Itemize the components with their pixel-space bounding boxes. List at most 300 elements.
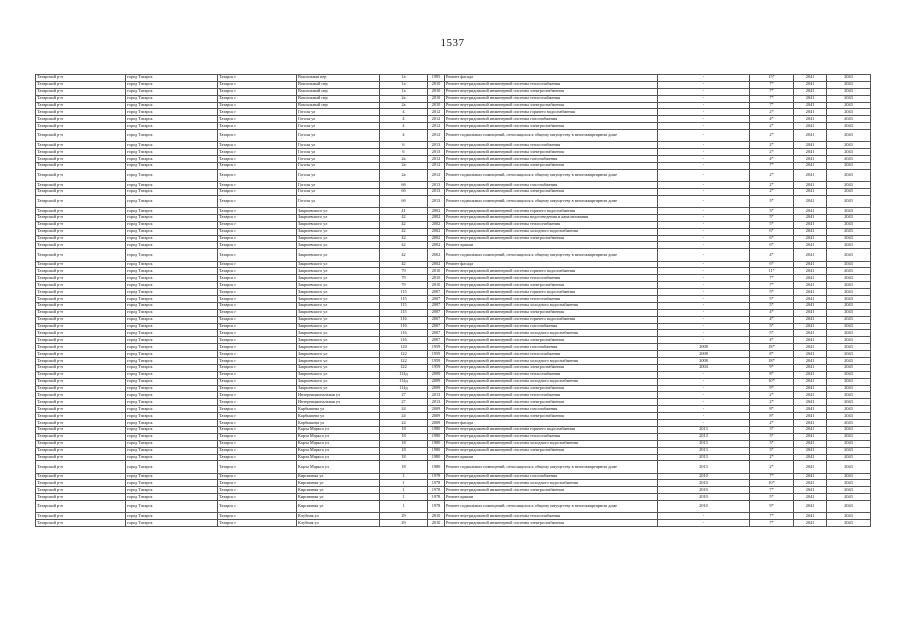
cell-plan-start: 2041 xyxy=(794,123,827,130)
cell-wear-percent: 7* xyxy=(750,162,794,169)
cell-last-repair-year: - xyxy=(658,378,750,385)
cell-district: Татарский р-н xyxy=(36,323,126,330)
cell-locality: Татарск г xyxy=(218,316,297,323)
cell-work-type: Ремонт внутридомовой инженерной системы теплоснабжения xyxy=(445,142,658,149)
cell-settlement: город Татарск xyxy=(126,130,218,142)
cell-year-built: 2009 xyxy=(428,378,445,385)
cell-plan-end: 2043 xyxy=(827,454,871,461)
cell-plan-end: 2043 xyxy=(827,142,871,149)
cell-work-type: Ремонт внутридомовой инженерной системы газоснабжения xyxy=(445,473,658,480)
cell-locality: Татарск г xyxy=(218,268,297,275)
table-row xyxy=(36,520,871,527)
cell-house: 42 xyxy=(380,249,428,261)
cell-year-built: 2002 xyxy=(428,221,445,228)
cell-plan-end: 2043 xyxy=(827,130,871,142)
cell-house: 115 xyxy=(380,289,428,296)
cell-locality: Татарск г xyxy=(218,261,297,268)
cell-last-repair-year: - xyxy=(658,208,750,215)
cell-wear-percent: 3* xyxy=(750,195,794,207)
cell-street: Закриевского ул xyxy=(297,344,380,351)
cell-locality: Татарск г xyxy=(218,454,297,461)
cell-settlement: город Татарск xyxy=(126,95,218,102)
cell-work-type: Ремонт внутридомовой инженерной системы теплоснабжения xyxy=(445,392,658,399)
table-row xyxy=(36,344,871,351)
cell-last-repair-year: - xyxy=(658,282,750,289)
table-row xyxy=(36,433,871,440)
cell-house: 1 xyxy=(380,473,428,480)
cell-work-type: Ремонт подвальных помещений, относящихся к общему имуществу в многоквартирном доме xyxy=(445,461,658,473)
cell-plan-start: 2041 xyxy=(794,364,827,371)
cell-work-type: Ремонт внутридомовой инженерной системы теплоснабжения xyxy=(445,95,658,102)
cell-last-repair-year: - xyxy=(658,420,750,427)
table-row xyxy=(36,109,871,116)
cell-house: 1а xyxy=(380,81,428,88)
cell-last-repair-year: 2013 xyxy=(658,454,750,461)
cell-wear-percent: 5* xyxy=(750,221,794,228)
cell-settlement: город Татарск xyxy=(126,162,218,169)
cell-settlement: город Татарск xyxy=(126,208,218,215)
cell-last-repair-year: - xyxy=(658,406,750,413)
cell-plan-start: 2041 xyxy=(794,454,827,461)
cell-work-type: Ремонт внутридомовой инженерной системы электроснабжения xyxy=(445,447,658,454)
cell-street: Гоголя ул xyxy=(297,182,380,189)
cell-settlement: город Татарск xyxy=(126,413,218,420)
cell-locality: Татарск г xyxy=(218,195,297,207)
cell-district: Татарский р-н xyxy=(36,88,126,95)
cell-work-type: Ремонт внутридомовой инженерной системы холодного водоснабжения xyxy=(445,302,658,309)
cell-plan-start: 2041 xyxy=(794,214,827,221)
cell-work-type: Ремонт внутридомовой инженерной системы холодного водоснабжения xyxy=(445,330,658,337)
cell-year-built: 2009 xyxy=(428,371,445,378)
cell-settlement: город Татарск xyxy=(126,316,218,323)
cell-locality: Татарск г xyxy=(218,413,297,420)
cell-plan-end: 2043 xyxy=(827,282,871,289)
table-row xyxy=(36,316,871,323)
cell-work-type: Ремонт фасада xyxy=(445,75,658,82)
cell-house: 115 xyxy=(380,309,428,316)
table-row xyxy=(36,358,871,365)
cell-plan-end: 2043 xyxy=(827,275,871,282)
cell-locality: Татарск г xyxy=(218,358,297,365)
cell-plan-start: 2041 xyxy=(794,520,827,527)
cell-last-repair-year: - xyxy=(658,268,750,275)
cell-house: 116 xyxy=(380,330,428,337)
cell-plan-start: 2041 xyxy=(794,433,827,440)
cell-street: Закриевского ул xyxy=(297,275,380,282)
cell-wear-percent: 9* xyxy=(750,501,794,513)
cell-plan-end: 2043 xyxy=(827,323,871,330)
cell-work-type: Ремонт подвальных помещений, относящихся к общему имуществу в многоквартирном доме xyxy=(445,249,658,261)
cell-locality: Татарск г xyxy=(218,447,297,454)
cell-settlement: город Татарск xyxy=(126,337,218,344)
cell-wear-percent: 2* xyxy=(750,169,794,181)
cell-last-repair-year: - xyxy=(658,162,750,169)
cell-locality: Татарск г xyxy=(218,88,297,95)
table-row xyxy=(36,169,871,181)
cell-plan-end: 2043 xyxy=(827,330,871,337)
cell-plan-start: 2041 xyxy=(794,182,827,189)
cell-year-built: 2012 xyxy=(428,130,445,142)
cell-plan-start: 2041 xyxy=(794,501,827,513)
table-row xyxy=(36,392,871,399)
cell-house: 4 xyxy=(380,130,428,142)
cell-last-repair-year: - xyxy=(658,330,750,337)
cell-plan-start: 2041 xyxy=(794,228,827,235)
cell-plan-start: 2041 xyxy=(794,221,827,228)
cell-house: 18 xyxy=(380,426,428,433)
cell-house: 42 xyxy=(380,242,428,249)
cell-plan-start: 2041 xyxy=(794,330,827,337)
cell-plan-start: 2041 xyxy=(794,296,827,303)
cell-wear-percent: 5* xyxy=(750,296,794,303)
cell-last-repair-year: - xyxy=(658,195,750,207)
table-row xyxy=(36,289,871,296)
cell-locality: Татарск г xyxy=(218,513,297,520)
cell-plan-end: 2043 xyxy=(827,149,871,156)
cell-wear-percent: 4* xyxy=(750,156,794,163)
cell-locality: Татарск г xyxy=(218,75,297,82)
cell-plan-end: 2043 xyxy=(827,371,871,378)
cell-settlement: город Татарск xyxy=(126,182,218,189)
cell-plan-start: 2041 xyxy=(794,116,827,123)
cell-district: Татарский р-н xyxy=(36,473,126,480)
cell-plan-start: 2041 xyxy=(794,302,827,309)
cell-plan-start: 2041 xyxy=(794,169,827,181)
cell-year-built: 1978 xyxy=(428,480,445,487)
cell-year-built: 2002 xyxy=(428,208,445,215)
cell-district: Татарский р-н xyxy=(36,440,126,447)
cell-plan-end: 2043 xyxy=(827,182,871,189)
cell-work-type: Ремонт внутридомовой инженерной системы теплоснабжения xyxy=(445,513,658,520)
cell-street: Гоголя ул xyxy=(297,169,380,181)
cell-house: 42 xyxy=(380,214,428,221)
cell-year-built: 1959 xyxy=(428,344,445,351)
cell-plan-end: 2043 xyxy=(827,392,871,399)
cell-last-repair-year: - xyxy=(658,316,750,323)
cell-locality: Татарск г xyxy=(218,351,297,358)
cell-work-type: Ремонт внутридомовой инженерной системы электроснабжения xyxy=(445,282,658,289)
cell-district: Татарский р-н xyxy=(36,188,126,195)
cell-district: Татарский р-н xyxy=(36,420,126,427)
cell-year-built: 2007 xyxy=(428,316,445,323)
cell-wear-percent: 18* xyxy=(750,344,794,351)
cell-district: Татарский р-н xyxy=(36,426,126,433)
cell-street: Интернациональная ул xyxy=(297,399,380,406)
cell-year-built: 2009 xyxy=(428,413,445,420)
cell-wear-percent: 5* xyxy=(750,214,794,221)
cell-plan-end: 2043 xyxy=(827,221,871,228)
cell-work-type: Ремонт внутридомовой инженерной системы горячего водоснабжения xyxy=(445,316,658,323)
cell-street: Закриевского ул xyxy=(297,235,380,242)
cell-plan-start: 2041 xyxy=(794,426,827,433)
cell-year-built: 2007 xyxy=(428,296,445,303)
cell-house: 116 xyxy=(380,337,428,344)
cell-house: 1 xyxy=(380,487,428,494)
cell-district: Татарский р-н xyxy=(36,413,126,420)
cell-plan-end: 2043 xyxy=(827,309,871,316)
cell-settlement: город Татарск xyxy=(126,88,218,95)
cell-settlement: город Татарск xyxy=(126,309,218,316)
cell-street: Закриевского ул xyxy=(297,337,380,344)
cell-last-repair-year: - xyxy=(658,235,750,242)
cell-plan-start: 2041 xyxy=(794,309,827,316)
cell-house: 79 xyxy=(380,282,428,289)
cell-wear-percent: 9* xyxy=(750,385,794,392)
cell-district: Татарский р-н xyxy=(36,221,126,228)
cell-work-type: Ремонт крыши xyxy=(445,454,658,461)
cell-plan-end: 2043 xyxy=(827,208,871,215)
cell-district: Татарский р-н xyxy=(36,378,126,385)
cell-plan-start: 2041 xyxy=(794,249,827,261)
cell-locality: Татарск г xyxy=(218,309,297,316)
table-row xyxy=(36,399,871,406)
cell-plan-start: 2041 xyxy=(794,95,827,102)
cell-locality: Татарск г xyxy=(218,109,297,116)
cell-plan-start: 2041 xyxy=(794,406,827,413)
cell-district: Татарский р-н xyxy=(36,447,126,454)
cell-settlement: город Татарск xyxy=(126,102,218,109)
table-row xyxy=(36,487,871,494)
cell-last-repair-year: 2008 xyxy=(658,358,750,365)
cell-plan-start: 2041 xyxy=(794,420,827,427)
cell-wear-percent: 3* xyxy=(750,447,794,454)
cell-work-type: Ремонт внутридомовой инженерной системы горячего водоснабжения xyxy=(445,268,658,275)
cell-street: Вокзальный пер xyxy=(297,95,380,102)
cell-locality: Татарск г xyxy=(218,81,297,88)
cell-last-repair-year: - xyxy=(658,169,750,181)
cell-settlement: город Татарск xyxy=(126,242,218,249)
cell-district: Татарский р-н xyxy=(36,371,126,378)
table-row xyxy=(36,426,871,433)
cell-district: Татарский р-н xyxy=(36,195,126,207)
cell-house: 6б xyxy=(380,182,428,189)
cell-plan-start: 2041 xyxy=(794,75,827,82)
cell-plan-end: 2043 xyxy=(827,447,871,454)
cell-wear-percent: 5* xyxy=(750,494,794,501)
cell-wear-percent: 2* xyxy=(750,123,794,130)
cell-district: Татарский р-н xyxy=(36,487,126,494)
cell-district: Татарский р-н xyxy=(36,289,126,296)
table-row xyxy=(36,364,871,371)
cell-wear-percent: 4* xyxy=(750,309,794,316)
cell-house: 116 xyxy=(380,316,428,323)
cell-plan-end: 2043 xyxy=(827,420,871,427)
cell-district: Татарский р-н xyxy=(36,228,126,235)
cell-settlement: город Татарск xyxy=(126,109,218,116)
cell-locality: Татарск г xyxy=(218,378,297,385)
cell-wear-percent: 2* xyxy=(750,188,794,195)
cell-settlement: город Татарск xyxy=(126,433,218,440)
cell-street: Закриевского ул xyxy=(297,242,380,249)
cell-plan-end: 2043 xyxy=(827,169,871,181)
cell-district: Татарский р-н xyxy=(36,142,126,149)
cell-street: Вокзальный пер xyxy=(297,102,380,109)
cell-settlement: город Татарск xyxy=(126,302,218,309)
cell-year-built: 2002 xyxy=(428,235,445,242)
cell-last-repair-year: - xyxy=(658,95,750,102)
cell-year-built: 2013 xyxy=(428,142,445,149)
cell-settlement: город Татарск xyxy=(126,513,218,520)
cell-last-repair-year: - xyxy=(658,75,750,82)
cell-last-repair-year: - xyxy=(658,81,750,88)
cell-plan-end: 2043 xyxy=(827,487,871,494)
cell-settlement: город Татарск xyxy=(126,261,218,268)
cell-plan-end: 2043 xyxy=(827,513,871,520)
cell-street: Гоголя ул xyxy=(297,195,380,207)
table-row xyxy=(36,102,871,109)
cell-plan-end: 2043 xyxy=(827,95,871,102)
cell-locality: Татарск г xyxy=(218,385,297,392)
cell-street: Кирпичная ул xyxy=(297,501,380,513)
cell-work-type: Ремонт внутридомовой инженерной системы холодного водоснабжения xyxy=(445,358,658,365)
cell-year-built: 2012 xyxy=(428,109,445,116)
cell-district: Татарский р-н xyxy=(36,130,126,142)
cell-wear-percent: 7* xyxy=(750,275,794,282)
table-row xyxy=(36,454,871,461)
cell-district: Татарский р-н xyxy=(36,364,126,371)
cell-year-built: 2007 xyxy=(428,337,445,344)
cell-year-built: 2007 xyxy=(428,309,445,316)
cell-street: Закриевского ул xyxy=(297,221,380,228)
cell-plan-end: 2043 xyxy=(827,268,871,275)
cell-plan-start: 2041 xyxy=(794,487,827,494)
cell-wear-percent: 6* xyxy=(750,261,794,268)
cell-settlement: город Татарск xyxy=(126,282,218,289)
cell-plan-start: 2041 xyxy=(794,461,827,473)
cell-wear-percent: 2* xyxy=(750,420,794,427)
cell-locality: Татарск г xyxy=(218,399,297,406)
cell-house: 1 xyxy=(380,494,428,501)
cell-last-repair-year: - xyxy=(658,149,750,156)
cell-work-type: Ремонт внутридомовой инженерной системы электроснабжения xyxy=(445,520,658,527)
cell-wear-percent: 7* xyxy=(750,487,794,494)
cell-year-built: 1980 xyxy=(428,461,445,473)
cell-settlement: город Татарск xyxy=(126,289,218,296)
cell-house: 79 xyxy=(380,268,428,275)
cell-year-built: 1978 xyxy=(428,501,445,513)
cell-work-type: Ремонт внутридомовой инженерной системы электроснабжения xyxy=(445,309,658,316)
cell-plan-end: 2043 xyxy=(827,249,871,261)
cell-house: 18 xyxy=(380,454,428,461)
cell-last-repair-year: 2008 xyxy=(658,351,750,358)
cell-settlement: город Татарск xyxy=(126,268,218,275)
cell-wear-percent: 2* xyxy=(750,392,794,399)
cell-work-type: Ремонт внутридомовой инженерной системы теплоснабжения xyxy=(445,351,658,358)
cell-house: 120 xyxy=(380,344,428,351)
table-row xyxy=(36,420,871,427)
cell-wear-percent: 4* xyxy=(750,249,794,261)
cell-last-repair-year: - xyxy=(658,242,750,249)
cell-work-type: Ремонт внутридомовой инженерной системы горячего водоснабжения xyxy=(445,289,658,296)
cell-plan-end: 2043 xyxy=(827,242,871,249)
cell-work-type: Ремонт внутридомовой инженерной системы электроснабжения xyxy=(445,235,658,242)
cell-last-repair-year: - xyxy=(658,275,750,282)
cell-last-repair-year: - xyxy=(658,116,750,123)
cell-last-repair-year: - xyxy=(658,123,750,130)
cell-last-repair-year: - xyxy=(658,228,750,235)
cell-year-built: 2013 xyxy=(428,392,445,399)
cell-plan-end: 2043 xyxy=(827,75,871,82)
table-row xyxy=(36,182,871,189)
cell-wear-percent: 2* xyxy=(750,149,794,156)
cell-year-built: 2012 xyxy=(428,123,445,130)
cell-wear-percent: 5* xyxy=(750,330,794,337)
table-row xyxy=(36,81,871,88)
cell-street: Кирпичная ул xyxy=(297,480,380,487)
cell-district: Татарский р-н xyxy=(36,392,126,399)
cell-last-repair-year: - xyxy=(658,520,750,527)
cell-wear-percent: 8* xyxy=(750,351,794,358)
cell-work-type: Ремонт внутридомовой инженерной системы теплоснабжения xyxy=(445,433,658,440)
cell-settlement: город Татарск xyxy=(126,156,218,163)
cell-work-type: Ремонт внутридомовой инженерной системы теплоснабжения xyxy=(445,275,658,282)
cell-plan-end: 2043 xyxy=(827,351,871,358)
cell-locality: Татарск г xyxy=(218,169,297,181)
cell-locality: Татарск г xyxy=(218,235,297,242)
cell-street: Гоголя ул xyxy=(297,162,380,169)
cell-settlement: город Татарск xyxy=(126,364,218,371)
cell-year-built: 1980 xyxy=(428,454,445,461)
cell-district: Татарский р-н xyxy=(36,520,126,527)
cell-year-built: 2009 xyxy=(428,420,445,427)
cell-last-repair-year: 2013 xyxy=(658,440,750,447)
table-row xyxy=(36,513,871,520)
cell-street: Закриевского ул xyxy=(297,208,380,215)
cell-district: Татарский р-н xyxy=(36,351,126,358)
cell-house: 6 xyxy=(380,142,428,149)
cell-locality: Татарск г xyxy=(218,289,297,296)
cell-district: Татарский р-н xyxy=(36,337,126,344)
cell-plan-start: 2041 xyxy=(794,162,827,169)
cell-work-type: Ремонт внутридомовой инженерной системы электроснабжения xyxy=(445,149,658,156)
cell-settlement: город Татарск xyxy=(126,447,218,454)
table-row xyxy=(36,473,871,480)
cell-street: Закриевского ул xyxy=(297,296,380,303)
cell-last-repair-year: - xyxy=(658,513,750,520)
cell-work-type: Ремонт внутридомовой инженерной системы газоснабжения xyxy=(445,182,658,189)
cell-last-repair-year: - xyxy=(658,142,750,149)
cell-wear-percent: 2* xyxy=(750,130,794,142)
cell-settlement: город Татарск xyxy=(126,116,218,123)
cell-house: 29 xyxy=(380,520,428,527)
cell-street: Закриевского ул xyxy=(297,378,380,385)
cell-last-repair-year: - xyxy=(658,261,750,268)
cell-year-built: 2002 xyxy=(428,242,445,249)
cell-plan-start: 2041 xyxy=(794,188,827,195)
cell-last-repair-year: - xyxy=(658,156,750,163)
cell-district: Татарский р-н xyxy=(36,75,126,82)
cell-settlement: город Татарск xyxy=(126,142,218,149)
cell-work-type: Ремонт внутридомовой инженерной системы электроснабжения xyxy=(445,88,658,95)
cell-district: Татарский р-н xyxy=(36,235,126,242)
cell-plan-start: 2041 xyxy=(794,109,827,116)
table-row xyxy=(36,221,871,228)
cell-house: 42 xyxy=(380,228,428,235)
cell-plan-start: 2041 xyxy=(794,447,827,454)
cell-street: Гоголя ул xyxy=(297,156,380,163)
cell-plan-start: 2041 xyxy=(794,371,827,378)
cell-locality: Татарск г xyxy=(218,364,297,371)
table-row xyxy=(36,249,871,261)
table-row xyxy=(36,88,871,95)
cell-last-repair-year: - xyxy=(658,182,750,189)
cell-settlement: город Татарск xyxy=(126,480,218,487)
cell-year-built: 2002 xyxy=(428,214,445,221)
cell-locality: Татарск г xyxy=(218,501,297,513)
cell-wear-percent: 7* xyxy=(750,520,794,527)
cell-plan-start: 2041 xyxy=(794,149,827,156)
cell-plan-end: 2043 xyxy=(827,109,871,116)
